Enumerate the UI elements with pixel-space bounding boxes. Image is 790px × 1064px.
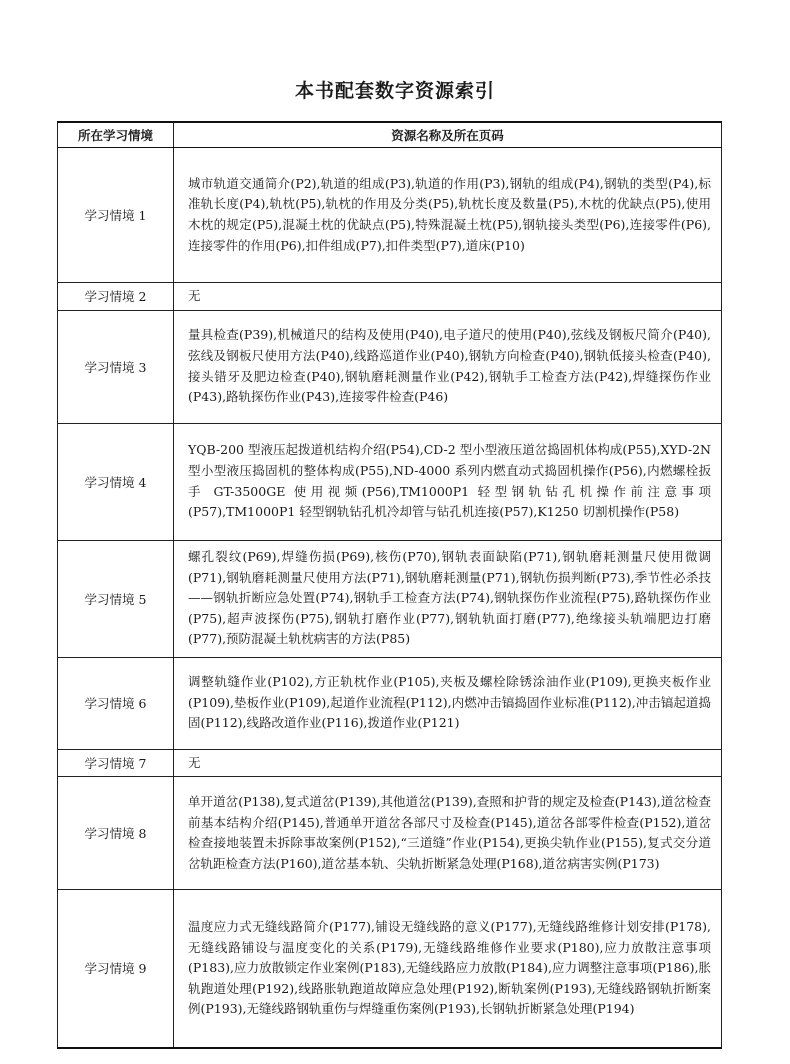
situation-cell: 学习情境 1 xyxy=(58,148,174,283)
table-row xyxy=(58,777,722,890)
table-row xyxy=(58,148,722,283)
table-row xyxy=(58,310,722,423)
resources-cell: 无 xyxy=(174,749,722,777)
resources-cell: 温度应力式无缝线路简介(P177),铺设无缝线路的意义(P177),无缝线路维修计划安排(P178),无缝线路铺设与温度变化的关系(P179),无缝线路维修作业要求(P180),应力放散注意事项(P183),应力放散锁定作业案例(P183),无缝线路应力放散(P184),应力调整注意事项(P186),胀轨跑道处理(P192),线路胀轨跑道故障应急处理(P192),断轨案例(P193),无缝线路钢轨折断案例(P193),无缝线路钢轨重伤与焊缝重伤案例(P193),长钢轨折断紧急处理(P194) xyxy=(174,890,722,1048)
resources-cell: 单开道岔(P138),复式道岔(P139),其他道岔(P139),查照和护背的规定及检查(P143),道岔检查前基本结构介绍(P145),普通单开道岔各部尺寸及检查(P145),道岔各部零件检查(P152),道岔检查接地装置未拆除事故案例(P152),“三道缝”作业(P154),更换尖轨作业(P155),复式交分道岔轨距检查方法(P160),道岔基本轨、尖轨折断紧急处理(P168),道岔病害实例(P173) xyxy=(174,777,722,890)
situation-cell: 学习情境 2 xyxy=(58,283,174,311)
table-header-row xyxy=(58,122,722,148)
resource-index-table xyxy=(57,121,722,1049)
column-header-situation: 所在学习情境 xyxy=(58,122,174,148)
column-header-resources: 资源名称及所在页码 xyxy=(174,122,722,148)
resources-cell: 螺孔裂纹(P69),焊缝伤损(P69),核伤(P70),钢轨表面缺陷(P71),钢轨磨耗测量尺使用微调(P71),钢轨磨耗测量尺使用方法(P71),钢轨磨耗测量(P71),钢轨伤损判断(P73),季节性必杀技——钢轨折断应急处置(P74),钢轨手工检查方法(P74),钢轨探伤作业流程(P75),路轨探伤作业(P75),超声波探伤(P75),钢轨打磨作业(P77),钢轨轨面打磨(P77),绝缘接头轨端肥边打磨(P77),预防混凝土轨枕病害的方法(P85) xyxy=(174,540,722,657)
page-title: 本书配套数字资源索引 xyxy=(294,80,495,102)
situation-cell: 学习情境 7 xyxy=(58,749,174,777)
resources-cell: 城市轨道交通简介(P2),轨道的组成(P3),轨道的作用(P3),钢轨的组成(P4),钢轨的类型(P4),标准轨长度(P4),轨枕(P5),轨枕的作用及分类(P5),轨枕长度及数量(P5),木枕的优缺点(P5),使用木枕的规定(P5),混凝土枕的优缺点(P5),特殊混凝土枕(P5),钢轨接头类型(P6),连接零件(P6),连接零件的作用(P6),扣件组成(P7),扣件类型(P7),道床(P10) xyxy=(174,148,722,283)
table-row xyxy=(58,657,722,749)
table-row xyxy=(58,540,722,657)
resources-cell: 量具检查(P39),机械道尺的结构及使用(P40),电子道尺的使用(P40),弦线及钢板尺简介(P40),弦线及钢板尺使用方法(P40),线路巡道作业(P40),钢轨方向检查(P40),钢轨低接头检查(P40),接头错牙及肥边检查(P40),钢轨磨耗测量作业(P42),钢轨手工检查方法(P42),焊缝探伤作业(P43),路轨探伤作业(P43),连接零件检查(P46) xyxy=(174,310,722,423)
table-row xyxy=(58,749,722,777)
table-row xyxy=(58,890,722,1048)
resources-cell: 调整轨缝作业(P102),方正轨枕作业(P105),夹板及螺栓除锈涂油作业(P109),更换夹板作业(P109),垫板作业(P109),起道作业流程(P112),内燃冲击镐捣固作业标准(P112),冲击镐起道捣固(P112),线路改道作业(P116),拨道作业(P121) xyxy=(174,657,722,749)
table-row xyxy=(58,283,722,311)
situation-cell: 学习情境 4 xyxy=(58,423,174,540)
situation-cell: 学习情境 6 xyxy=(58,657,174,749)
situation-cell: 学习情境 9 xyxy=(58,890,174,1048)
situation-cell: 学习情境 8 xyxy=(58,777,174,890)
situation-cell: 学习情境 5 xyxy=(58,540,174,657)
table-row xyxy=(58,423,722,540)
resources-cell: YQB-200 型液压起拨道机结构介绍(P54),CD-2 型小型液压道岔捣固机体构成(P55),XYD-2N 型小型液压捣固机的整体构成(P55),ND-4000 系列内燃直动式捣固机操作(P56),内燃螺栓扳手 GT-3500GE 使用视频(P56),TM1000P1 轻型钢轨钻孔机操作前注意事项(P57),TM1000P1 轻型钢轨钻孔机冷却管与钻孔机连接(P57),K1250 切割机操作(P58) xyxy=(174,423,722,540)
situation-cell: 学习情境 3 xyxy=(58,310,174,423)
resources-cell: 无 xyxy=(174,283,722,311)
